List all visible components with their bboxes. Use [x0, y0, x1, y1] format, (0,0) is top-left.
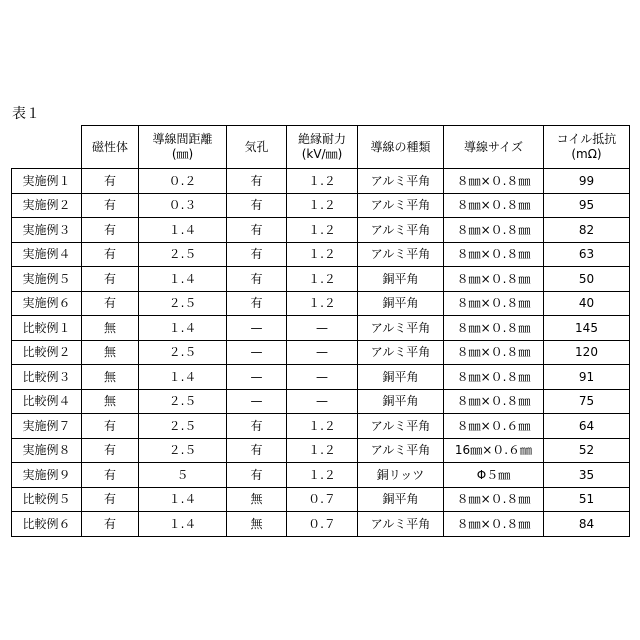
cell-magnetic: 有: [82, 414, 139, 439]
cell-wire-size: ８㎜×０.８㎜: [444, 291, 544, 316]
cell-magnetic: 有: [82, 438, 139, 463]
cell-resistance: 52: [544, 438, 630, 463]
cell-resistance: 95: [544, 193, 630, 218]
cell-row-label: 実施例９: [12, 463, 82, 488]
table-row: [12, 316, 630, 341]
cell-magnetic: 有: [82, 242, 139, 267]
cell-wire-type: アルミ平角: [358, 169, 444, 194]
cell-resistance: 145: [544, 316, 630, 341]
cell-distance: １.４: [139, 365, 227, 390]
cell-row-label: 実施例１: [12, 169, 82, 194]
table-row: [12, 242, 630, 267]
cell-row-label: 比較例４: [12, 389, 82, 414]
cell-distance: ２.５: [139, 242, 227, 267]
cell-resistance: 84: [544, 512, 630, 537]
cell-distance: １.４: [139, 218, 227, 243]
cell-resistance: 50: [544, 267, 630, 292]
cell-distance: ５: [139, 463, 227, 488]
cell-wire-size: ８㎜×０.８㎜: [444, 389, 544, 414]
cell-distance: １.４: [139, 267, 227, 292]
cell-row-label: 比較例２: [12, 340, 82, 365]
cell-distance: ２.５: [139, 389, 227, 414]
cell-pores: —: [227, 340, 287, 365]
table-row: [12, 365, 630, 390]
cell-wire-type: アルミ平角: [358, 218, 444, 243]
cell-resistance: 91: [544, 365, 630, 390]
cell-row-label: 比較例６: [12, 512, 82, 537]
cell-dielectric: １.２: [287, 193, 358, 218]
cell-wire-size: ８㎜×０.８㎜: [444, 365, 544, 390]
cell-dielectric: １.２: [287, 218, 358, 243]
cell-resistance: 75: [544, 389, 630, 414]
cell-pores: 有: [227, 291, 287, 316]
cell-magnetic: 有: [82, 267, 139, 292]
header-magnetic: 磁性体: [82, 126, 139, 169]
cell-dielectric: １.２: [287, 291, 358, 316]
cell-row-label: 実施例２: [12, 193, 82, 218]
table-row: [12, 389, 630, 414]
table-row: [12, 267, 630, 292]
header-row: [12, 126, 630, 169]
table-row: [12, 291, 630, 316]
cell-magnetic: 有: [82, 512, 139, 537]
cell-dielectric: ０.７: [287, 487, 358, 512]
cell-dielectric: —: [287, 365, 358, 390]
cell-wire-type: 銅平角: [358, 267, 444, 292]
cell-pores: 無: [227, 487, 287, 512]
cell-wire-size: ８㎜×０.８㎜: [444, 487, 544, 512]
cell-wire-size: ８㎜×０.８㎜: [444, 340, 544, 365]
cell-distance: ０.３: [139, 193, 227, 218]
table-row: [12, 193, 630, 218]
cell-dielectric: １.２: [287, 438, 358, 463]
cell-wire-type: 銅平角: [358, 389, 444, 414]
header-wire-size: 導線サイズ: [444, 126, 544, 169]
cell-dielectric: ０.７: [287, 512, 358, 537]
cell-pores: 有: [227, 267, 287, 292]
cell-row-label: 実施例３: [12, 218, 82, 243]
cell-resistance: 99: [544, 169, 630, 194]
cell-distance: １.４: [139, 316, 227, 341]
cell-distance: ２.５: [139, 414, 227, 439]
cell-magnetic: 無: [82, 365, 139, 390]
cell-dielectric: —: [287, 316, 358, 341]
table-row: [12, 414, 630, 439]
header-distance: 導線間距離 (㎜): [139, 126, 227, 169]
cell-pores: 無: [227, 512, 287, 537]
cell-wire-type: 銅平角: [358, 365, 444, 390]
table-row: [12, 169, 630, 194]
cell-dielectric: １.２: [287, 242, 358, 267]
cell-resistance: 64: [544, 414, 630, 439]
cell-wire-size: ８㎜×０.８㎜: [444, 267, 544, 292]
table-row: [12, 487, 630, 512]
cell-dielectric: １.２: [287, 463, 358, 488]
table-caption: 表１: [12, 105, 40, 123]
header-resistance: コイル抵抗 (mΩ): [544, 126, 630, 169]
cell-wire-type: 銅平角: [358, 487, 444, 512]
cell-resistance: 35: [544, 463, 630, 488]
cell-resistance: 40: [544, 291, 630, 316]
cell-magnetic: 有: [82, 218, 139, 243]
cell-wire-type: 銅平角: [358, 291, 444, 316]
cell-magnetic: 無: [82, 389, 139, 414]
cell-wire-type: アルミ平角: [358, 512, 444, 537]
cell-row-label: 比較例５: [12, 487, 82, 512]
table-row: [12, 340, 630, 365]
cell-dielectric: １.２: [287, 414, 358, 439]
cell-distance: ２.５: [139, 438, 227, 463]
cell-resistance: 63: [544, 242, 630, 267]
cell-pores: 有: [227, 463, 287, 488]
cell-wire-size: Φ５㎜: [444, 463, 544, 488]
cell-wire-size: ８㎜×０.８㎜: [444, 193, 544, 218]
cell-row-label: 比較例１: [12, 316, 82, 341]
cell-distance: ０.２: [139, 169, 227, 194]
cell-distance: ２.５: [139, 340, 227, 365]
cell-magnetic: 有: [82, 463, 139, 488]
cell-resistance: 120: [544, 340, 630, 365]
cell-wire-type: アルミ平角: [358, 340, 444, 365]
cell-wire-type: アルミ平角: [358, 438, 444, 463]
table-body: [12, 169, 630, 537]
cell-wire-type: アルミ平角: [358, 414, 444, 439]
header-pores: 気孔: [227, 126, 287, 169]
cell-distance: １.４: [139, 487, 227, 512]
cell-dielectric: １.２: [287, 267, 358, 292]
cell-row-label: 比較例３: [12, 365, 82, 390]
cell-pores: 有: [227, 193, 287, 218]
cell-wire-size: ８㎜×０.８㎜: [444, 512, 544, 537]
cell-magnetic: 無: [82, 316, 139, 341]
cell-row-label: 実施例４: [12, 242, 82, 267]
cell-wire-size: ８㎜×０.８㎜: [444, 316, 544, 341]
cell-pores: 有: [227, 414, 287, 439]
cell-dielectric: —: [287, 389, 358, 414]
cell-distance: １.４: [139, 512, 227, 537]
cell-pores: 有: [227, 218, 287, 243]
cell-wire-size: 16㎜×０.６㎜: [444, 438, 544, 463]
cell-pores: —: [227, 389, 287, 414]
cell-magnetic: 有: [82, 291, 139, 316]
cell-wire-type: アルミ平角: [358, 242, 444, 267]
header-dielectric: 絶縁耐力 (kV/㎜): [287, 126, 358, 169]
cell-wire-size: ８㎜×０.６㎜: [444, 414, 544, 439]
cell-row-label: 実施例５: [12, 267, 82, 292]
header-wire-type: 導線の種類: [358, 126, 444, 169]
cell-row-label: 実施例８: [12, 438, 82, 463]
cell-pores: 有: [227, 169, 287, 194]
cell-pores: 有: [227, 242, 287, 267]
cell-resistance: 51: [544, 487, 630, 512]
cell-distance: ２.５: [139, 291, 227, 316]
cell-dielectric: １.２: [287, 169, 358, 194]
cell-pores: 有: [227, 438, 287, 463]
cell-magnetic: 有: [82, 487, 139, 512]
table-row: [12, 218, 630, 243]
cell-pores: —: [227, 316, 287, 341]
table-row: [12, 438, 630, 463]
cell-wire-type: アルミ平角: [358, 316, 444, 341]
cell-wire-type: アルミ平角: [358, 193, 444, 218]
cell-dielectric: —: [287, 340, 358, 365]
corner-cell: [12, 126, 82, 169]
cell-magnetic: 無: [82, 340, 139, 365]
cell-wire-size: ８㎜×０.８㎜: [444, 169, 544, 194]
data-table: [11, 125, 630, 537]
cell-row-label: 実施例７: [12, 414, 82, 439]
cell-wire-size: ８㎜×０.８㎜: [444, 218, 544, 243]
cell-wire-type: 銅リッツ: [358, 463, 444, 488]
cell-row-label: 実施例６: [12, 291, 82, 316]
cell-magnetic: 有: [82, 169, 139, 194]
table-row: [12, 512, 630, 537]
cell-resistance: 82: [544, 218, 630, 243]
cell-wire-size: ８㎜×０.８㎜: [444, 242, 544, 267]
cell-pores: —: [227, 365, 287, 390]
table-row: [12, 463, 630, 488]
cell-magnetic: 有: [82, 193, 139, 218]
